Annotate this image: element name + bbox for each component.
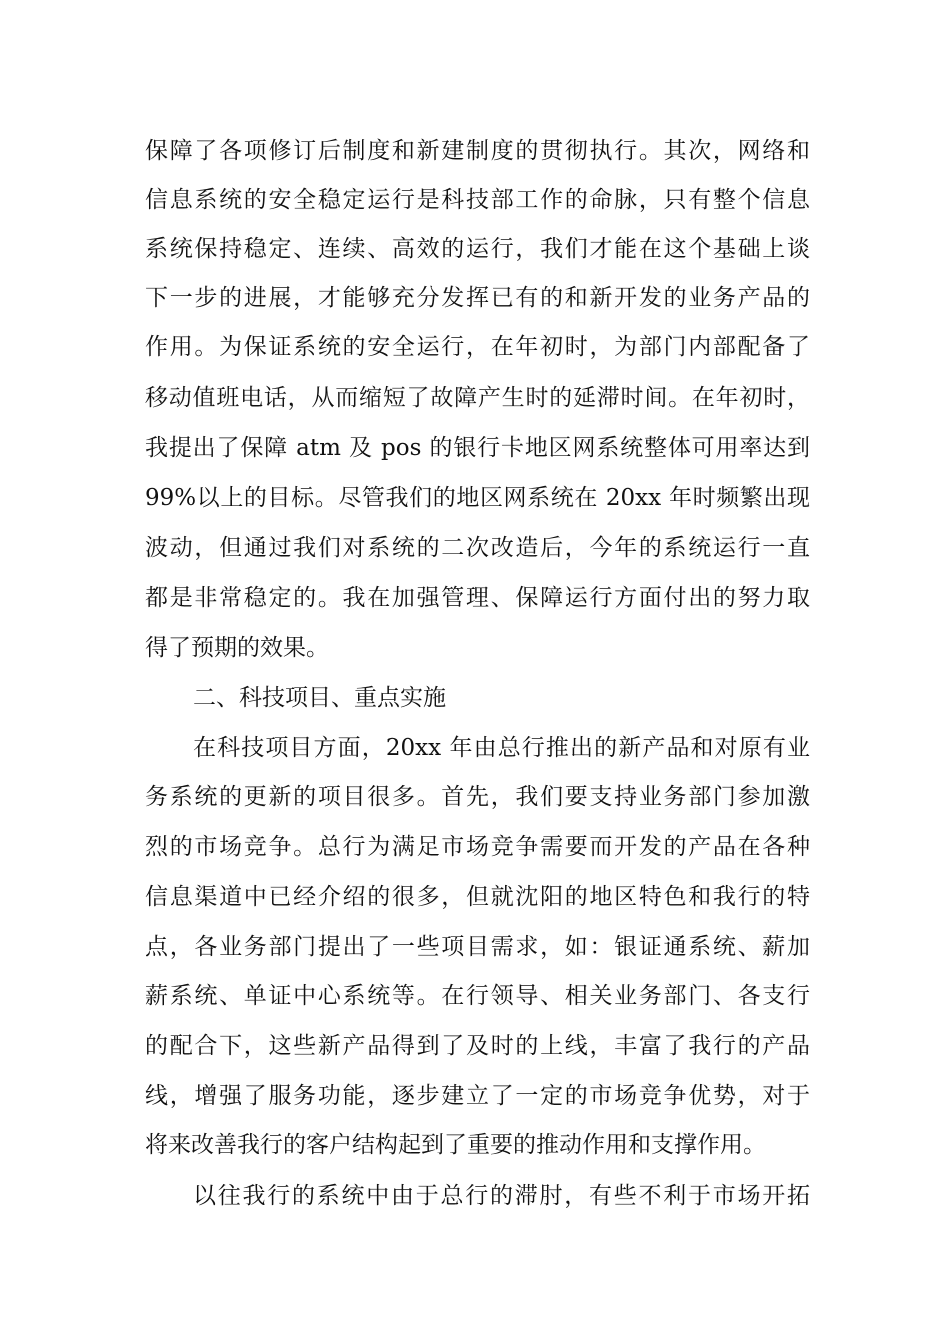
paragraph-line: 线，增强了服务功能，逐步建立了一定的市场竞争优势，对于 <box>145 1083 810 1109</box>
paragraph-line: 波动，但通过我们对系统的二次改造后，今年的系统运行一直 <box>145 535 810 561</box>
section-heading: 二、科技项目、重点实施 <box>193 685 446 711</box>
paragraph-line: 我提出了保障 atm 及 pos 的银行卡地区网系统整体可用率达到 <box>145 435 810 461</box>
paragraph-line: 得了预期的效果。 <box>145 635 329 661</box>
paragraph-line: 系统保持稳定、连续、高效的运行，我们才能在这个基础上谈 <box>145 236 810 262</box>
paragraph-line: 以往我行的系统中由于总行的滞肘，有些不利于市场开拓 <box>193 1183 810 1209</box>
paragraph-line: 作用。为保证系统的安全运行，在年初时，为部门内部配备了 <box>145 334 810 360</box>
paragraph-line: 都是非常稳定的。我在加强管理、保障运行方面付出的努力取 <box>145 585 810 611</box>
paragraph-line: 信息渠道中已经介绍的很多，但就沈阳的地区特色和我行的特 <box>145 884 810 910</box>
paragraph-line: 的配合下，这些新产品得到了及时的上线，丰富了我行的产品 <box>145 1033 810 1059</box>
paragraph-line: 点，各业务部门提出了一些项目需求，如：银证通系统、薪加 <box>145 934 810 960</box>
paragraph-line: 下一步的进展，才能够充分发挥已有的和新开发的业务产品的 <box>145 285 810 311</box>
paragraph-line: 烈的市场竞争。总行为满足市场竞争需要而开发的产品在各种 <box>145 834 810 860</box>
paragraph-line: 薪系统、单证中心系统等。在行领导、相关业务部门、各支行 <box>145 983 810 1009</box>
paragraph-line: 移动值班电话，从而缩短了故障产生时的延滞时间。在年初时， <box>145 385 810 411</box>
paragraph-line: 务系统的更新的项目很多。首先，我们要支持业务部门参加激 <box>145 784 810 810</box>
paragraph-line: 在科技项目方面，20xx 年由总行推出的新产品和对原有业 <box>193 735 810 761</box>
paragraph-line: 信息系统的安全稳定运行是科技部工作的命脉，只有整个信息 <box>145 187 810 213</box>
paragraph-line: 保障了各项修订后制度和新建制度的贯彻执行。其次，网络和 <box>145 138 810 164</box>
paragraph-line: 将来改善我行的客户结构起到了重要的推动作用和支撑作用。 <box>145 1132 766 1158</box>
paragraph-line: 99%以上的目标。尽管我们的地区网系统在 20xx 年时频繁出现 <box>145 485 810 511</box>
